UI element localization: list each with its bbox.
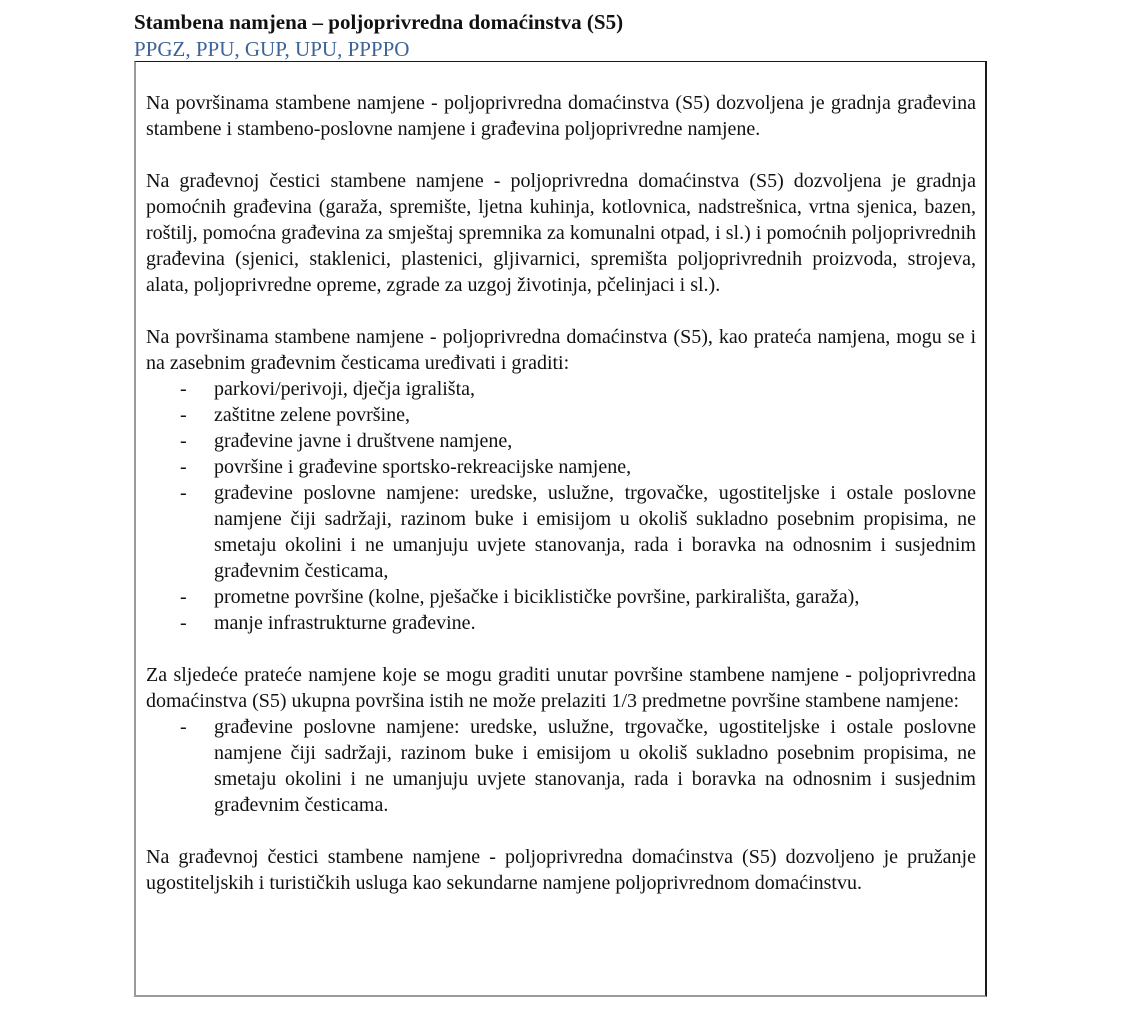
list-item: - površine i građevine sportsko-rekreacijske namjene, [180, 456, 632, 478]
dash-bullet: - [180, 430, 187, 452]
list-item: - parkovi/perivoji, dječja igrališta, [180, 378, 476, 400]
paragraph-accompanying-uses: Na površinama stambene namjene - poljoprivredna domaćinstva (S5), kao prateća namjena, mogu se i na zasebnim građevnim česticama uređivati i graditi: [146, 326, 976, 374]
list-item: - građevine poslovne namjene: uredske, uslužne, trgovačke, ugostiteljske i ostale poslovne namjene čiji sadržaji, razinom buke i emisijom u okoliš sukladno posebnim propisima, ne smetaju okolini i ne umanjuju uvjete stanovanja, rada i boravka na odnosnim i susjednim građevnim česticama, [180, 482, 976, 582]
dash-bullet: - [180, 482, 187, 504]
plan-abbreviations: PPGZ, PPU, GUP, UPU, PPPPO [134, 37, 410, 61]
paragraph-tourism-services: Na građevnoj čestici stambene namjene - poljoprivredna domaćinstva (S5) dozvoljeno je pružanje ugostiteljskih i turističkih usluga kao sekundarne namjene poljoprivrednom domaćinstvu. [146, 846, 976, 894]
accompanying-uses-list [146, 376, 976, 636]
paragraph-allowed-construction: Na površinama stambene namjene - poljoprivredna domaćinstva (S5) dozvoljena je gradnja građevina stambene i stambeno-poslovne namjene i građevina poljoprivredne namjene. [146, 92, 976, 140]
list-item: - zaštitne zelene površine, [180, 404, 411, 426]
section-title: Stambena namjena – poljoprivredna domaćinstva (S5) [134, 10, 624, 34]
dash-bullet: - [180, 586, 187, 608]
dash-bullet: - [180, 612, 187, 634]
dash-bullet: - [180, 378, 187, 400]
paragraph-area-limit: Za sljedeće prateće namjene koje se mogu graditi unutar površine stambene namjene - poljoprivredna domaćinstva (S5) ukupna površina istih ne može prelaziti 1/3 predmetne površine stambene namjene: [146, 664, 976, 712]
paragraph-auxiliary-buildings: Na građevnoj čestici stambene namjene - poljoprivredna domaćinstva (S5) dozvoljena je gradnja pomoćnih građevina (garaža, spremište, ljetna kuhinja, kotlovnica, nadstrešnica, vrtna sjenica, bazen, roštilj, pomoćna građevina za smještaj spremnika za komunalni otpad, i sl.) i pomoćnih poljoprivrednih građevina (sjenici, staklenici, plastenici, gljivarnici, spremišta poljoprivrednih proizvoda, strojeva, alata, poljoprivredne opreme, zgrade za uzgoj životinja, pčelinjaci i sl.). [146, 170, 976, 296]
list-item: - prometne površine (kolne, pješačke i biciklističke površine, parkirališta, garaža), [180, 586, 860, 608]
list-item: - građevine javne i društvene namjene, [180, 430, 513, 452]
limited-uses-list [146, 714, 976, 818]
list-item: - manje infrastrukturne građevine. [180, 612, 476, 634]
list-item: - građevine poslovne namjene: uredske, uslužne, trgovačke, ugostiteljske i ostale poslovne namjene čiji sadržaji, razinom buke i emisijom u okoliš sukladno posebnim propisima, ne smetaju okolini i ne umanjuju uvjete stanovanja, rada i boravka na odnosnim i susjednim građevnim česticama. [180, 716, 976, 816]
dash-bullet: - [180, 404, 187, 426]
dash-bullet: - [180, 716, 187, 738]
dash-bullet: - [180, 456, 187, 478]
content-box [134, 61, 987, 997]
